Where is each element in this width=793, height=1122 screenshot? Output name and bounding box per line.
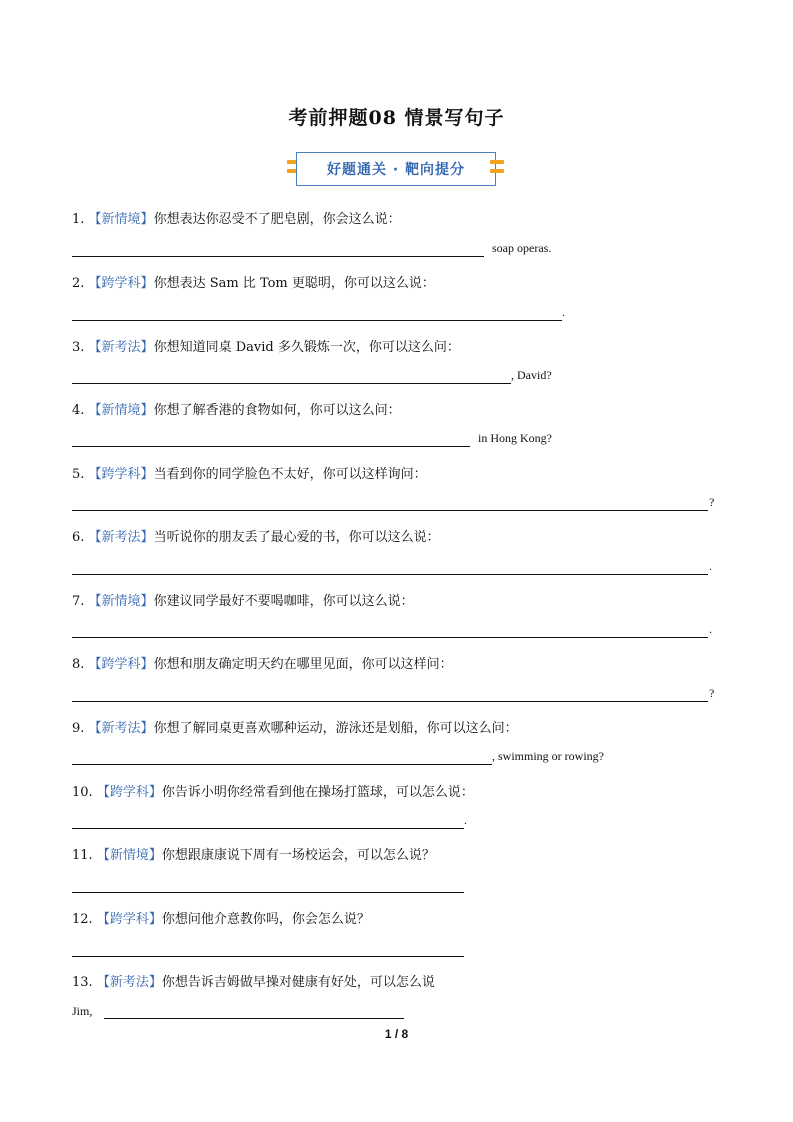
- answer-prefix-13: Jim,: [72, 1004, 93, 1018]
- answer-line-2[interactable]: [72, 320, 562, 321]
- question-8: 8. 【跨学科】你想和朋友确定明天约在哪里见面，你可以这样问：: [72, 657, 453, 672]
- banner-right-decoration: [490, 160, 504, 178]
- question-3: 3. 【新考法】你想知道同桌 David 多久锻炼一次，你可以这么问：: [72, 340, 460, 355]
- answer-suffix-4: in Hong Kong?: [478, 431, 552, 445]
- answer-line-12[interactable]: [72, 956, 464, 957]
- question-11: 11. 【新情境】你想跟康康说下周有一场校运会，可以怎么说？: [72, 848, 435, 863]
- answer-suffix-5: ?: [709, 495, 715, 509]
- answer-suffix-1: soap operas.: [492, 241, 552, 255]
- page-number: 1 / 8: [384, 1027, 409, 1041]
- section-banner: 好题通关 · 靶向提分: [296, 152, 496, 186]
- page-title: 考前押题08 情景写句子: [288, 107, 505, 129]
- answer-line-8[interactable]: [72, 701, 708, 702]
- answer-line-13[interactable]: [104, 1018, 404, 1019]
- answer-line-4[interactable]: [72, 446, 470, 447]
- question-13: 13. 【新考法】你想告诉吉姆做早操对健康有好处，可以怎么说: [72, 975, 435, 990]
- answer-line-6[interactable]: [72, 574, 708, 575]
- question-6: 6. 【新考法】当听说你的朋友丢了最心爱的书，你可以这么说：: [72, 530, 440, 545]
- answer-line-9[interactable]: [72, 764, 492, 765]
- answer-suffix-10: .: [464, 813, 467, 827]
- question-1: 1. 【新情境】你想表达你忍受不了肥皂剧，你会这么说：: [72, 212, 401, 227]
- answer-suffix-7: .: [709, 622, 712, 636]
- question-5: 5. 【跨学科】当看到你的同学脸色不太好，你可以这样询问：: [72, 467, 427, 482]
- answer-suffix-3: , David?: [511, 368, 552, 382]
- question-9: 9. 【新考法】你想了解同桌更喜欢哪种运动，游泳还是划船，你可以这么问：: [72, 721, 518, 736]
- answer-line-3[interactable]: [72, 383, 511, 384]
- answer-line-11[interactable]: [72, 892, 464, 893]
- question-12: 12. 【跨学科】你想问他介意教你吗，你会怎么说？: [72, 912, 370, 927]
- answer-suffix-2: .: [562, 305, 565, 319]
- answer-suffix-8: ?: [709, 686, 715, 700]
- question-2: 2. 【跨学科】你想表达 Sam 比 Tom 更聪明，你可以这么说：: [72, 276, 435, 291]
- answer-line-1[interactable]: [72, 256, 484, 257]
- answer-suffix-9: , swimming or rowing?: [492, 749, 604, 763]
- answer-line-7[interactable]: [72, 637, 708, 638]
- answer-suffix-6: .: [709, 559, 712, 573]
- question-4: 4. 【新情境】你想了解香港的食物如何，你可以这么问：: [72, 403, 401, 418]
- question-7: 7. 【新情境】你建议同学最好不要喝咖啡，你可以这么说：: [72, 594, 414, 609]
- answer-line-10[interactable]: [72, 828, 464, 829]
- answer-line-5[interactable]: [72, 510, 708, 511]
- question-10: 10. 【跨学科】你告诉小明你经常看到他在操场打篮球，可以怎么说：: [72, 785, 474, 800]
